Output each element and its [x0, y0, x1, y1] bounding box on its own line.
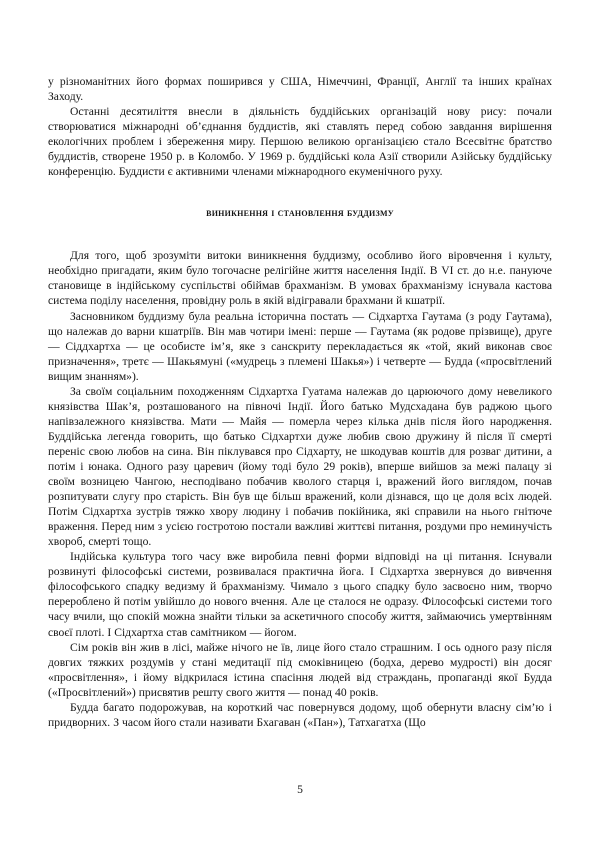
paragraph-seven-years: Сім років він жив в лісі, майже нічого не їв, лице його стало страшним. І ось одного разу після довгих тяжких роздумів у стані медитації під смоківницею (бодха, дерево мудрості) він досяг «просвітлення», і йому відкрилася істина спасіння людей від страждань, пропаганді якої Будда («Просвітлений») присвятив решту свого життя — понад 40 років.	[48, 640, 552, 699]
paragraph-travels: Будда багато подорожував, на короткий час повернувся додому, щоб обернути власну сім’ю і придворних. З часом його стали називати Бхагаван («Пан»), Татхагатха (Що	[48, 700, 552, 729]
paragraph-indian-culture: Індійська культура того часу вже виробила певні форми відповіді на ці питання. Існували розвинуті філософські системи, розвивалася практична йога. І Сідхартха звернувся до вивчення філософського спадку ведизму й брахманізму. Чимало з цього спадку було засвоєно ним, творчо перероблено й потім увійшло до нового вчення. Але це сталося не одразу. Філософські системи того часу вчили, що спокій можна знайти тільки за аскетичного способу життя, займаючись умертвінням своєї плоті. І Сідхартха став самітником — йогом.	[48, 550, 552, 639]
heading-bottom-spacer	[48, 221, 552, 248]
heading-top-spacer	[48, 179, 552, 206]
paragraph-continued-west: у різноманітних його формах поширився у США, Німеччині, Франції, Англії та інших країнах Заходу.	[48, 75, 552, 104]
section-heading: виникнення і становлення буддизму	[206, 207, 394, 220]
page-number: 5	[297, 783, 303, 796]
page-text-body	[48, 74, 552, 730]
paragraph-india-brahmanism: Для того, щоб зрозуміти витоки виникнення буддизму, особливо його віровчення і культу, необхідно пригадати, яким було тогочасне релігійне життя населення Індії. В VI ст. до н.е. пануюче становище в індійському суспільстві обіймав брахманізм. В умовах брахманізму існувала кастова система поділу населення, провідну роль в якій відігравали брахмани й кшатрії.	[48, 249, 552, 308]
paragraph-founder-names: Засновником буддизму була реальна історична постать — Сідхартха Гаутама (з роду Гаутама), що належав до варни кшатріїв. Він мав чотири імені: перше — Гаутама (як родове прізвище), друге — Сіддхартха — це особисте ім’я, яке з санскриту перекладається як «той, який виконав своє призначення», третє — Шакьямуні («мудрець з племені Шакья») і четверте — Будда («просвітлений вищим знанням»).	[48, 309, 552, 383]
paragraph-recent-decades: Останні десятиліття внесли в діяльність буддійських організацій нову рису: почали створюватися міжнародні об’єднання буддистів, які ставлять перед собою завдання вирішення екологічних проблем і збереження миру. Першою великою організацією стало Всесвітнє братство буддистів, створене 1950 р. в Коломбо. У 1969 р. буддійські кола Азії створили Азійську буддійську конференцію. Буддисти є активними членами міжнародного екуменічного руху.	[48, 105, 552, 179]
paragraph-social-origin: За своїм соціальним походженням Сідхартха Гуатама належав до царюючого дому невеликого князівства Шак’я, розташованого на півночі Індії. Його батько Мудсхадана був раджою цього напівзалежного князівства. Мати — Майя — померла через кілька днів після його народження. Буддійська легенда говорить, що батько Сідхартхи дуже любив свою дружину й після її смерті переніс свою любов на сина. Він піклувався про Сідхарту, не шкодував коштів для розваг дитини, а потім і юнака. Одного разу царевич (йому тоді було 29 років), вперше вийшов за межі палацу зі своїм возницею Чангою, несподівано побачив кволого старця і, вражений його виглядом, почав розпитувати слугу про старість. Він був ще більш вражений, коли дізнався, що це доля всіх людей. Потім Сідхартха зустрів тяжко хвору людину і побачив покійника, які справили на нього гнітюче враження. Перед ним з усією гостротою постали важливі життєві питання, роздуми про неминучість хвороб, смерті тощо.	[48, 384, 552, 549]
